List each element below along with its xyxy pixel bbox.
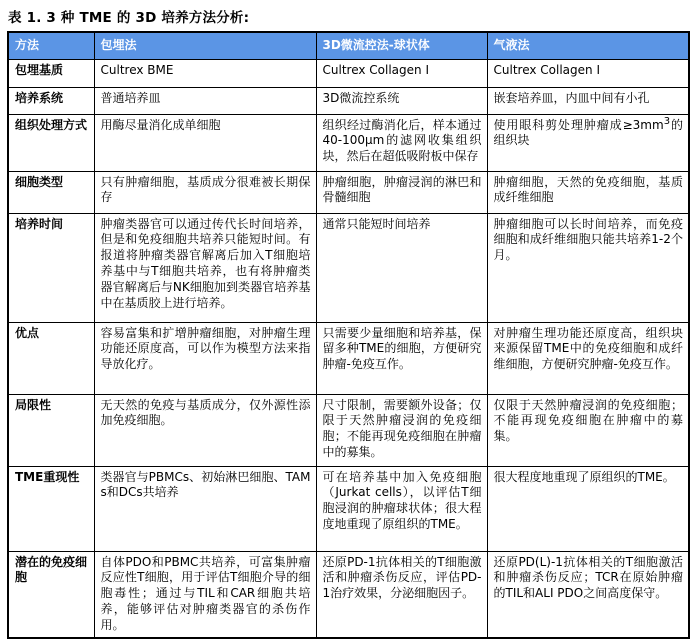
column-header-airliquid: 气液法 [487, 32, 689, 59]
cell-immune-embedding: 自体PDO和PBMC共培养，可富集肿瘤反应性T细胞，用于评估T细胞介导的细胞毒性；通过与TIL和CAR细胞共培养，能够评估对肿瘤类器官的杀伤作用。 [94, 551, 316, 638]
cell-matrix-airliquid: Cultrex Collagen I [487, 59, 689, 87]
cell-system-embedding: 普通培养皿 [94, 87, 316, 114]
cell-culturetime-microfluidic: 通常只能短时间培养 [316, 213, 487, 322]
cell-tme-airliquid: 很大程度地重现了原组织的TME。 [487, 466, 689, 551]
cell-processing-airliquid [487, 114, 689, 171]
cell-system-airliquid: 嵌套培养皿，内皿中间有小孔 [487, 87, 689, 114]
cell-tme-embedding: 类器官与PBMCs、初始淋巴细胞、TAMs和DCs共培养 [94, 466, 316, 551]
table-row [8, 394, 689, 466]
cell-limitations-microfluidic: 尺寸限制，需要额外设备；仅限于天然肿瘤浸润的免疫细胞；不能再现免疫细胞在肿瘤中的募集。 [316, 394, 487, 466]
row-label-matrix: 包埋基质 [8, 59, 94, 87]
column-header-embedding: 包埋法 [94, 32, 316, 59]
table-row [8, 322, 689, 394]
row-label-processing: 组织处理方式 [8, 114, 94, 171]
row-label-system: 培养系统 [8, 87, 94, 114]
row-label-advantages: 优点 [8, 322, 94, 394]
column-header-microfluidic: 3D微流控法-球状体 [316, 32, 487, 59]
cell-advantages-microfluidic: 只需要少量细胞和培养基，保留多种TME的细胞，方便研究肿瘤-免疫互作。 [316, 322, 487, 394]
header-row [8, 32, 689, 59]
cell-processing-embedding: 用酶尽量消化成单细胞 [94, 114, 316, 171]
table-row [8, 466, 689, 551]
cell-culturetime-embedding: 肿瘤类器官可以通过传代长时间培养，但是和免疫细胞共培养只能短时间。有报道将肿瘤类器官解离后加入T细胞培养基中与T细胞共培养，也有将肿瘤类器官解离后与NK细胞加到类器官培养基中在基质胶上进行培养。 [94, 213, 316, 322]
cell-text: 的组织块 [493, 117, 683, 148]
cell-text: 使用眼科剪处理肿瘤成≥3mm [493, 117, 664, 132]
cell-immune-microfluidic: 还原PD-1抗体相关的T细胞激活和肿瘤杀伤反应，评估PD-1治疗效果，分泌细胞因子。 [316, 551, 487, 638]
cell-limitations-embedding: 无天然的免疫与基质成分，仅外源性添加免疫细胞。 [94, 394, 316, 466]
row-label-culturetime: 培养时间 [8, 213, 94, 322]
cell-matrix-embedding: Cultrex BME [94, 59, 316, 87]
cell-immune-airliquid: 还原PD(L)-1抗体相关的T细胞激活和肿瘤杀伤反应；TCR在原始肿瘤的TIL和ALI PDO之间高度保守。 [487, 551, 689, 638]
table-row [8, 213, 689, 322]
tme-comparison-table [7, 31, 690, 639]
cell-limitations-airliquid: 仅限于天然肿瘤浸润的免疫细胞；不能再现免疫细胞在肿瘤中的募集。 [487, 394, 689, 466]
table-row [8, 87, 689, 114]
cell-celltype-embedding: 只有肿瘤细胞，基质成分很难被长期保存 [94, 171, 316, 213]
row-label-immune-potential: 潜在的免疫细胞 [8, 551, 94, 638]
row-label-limitations: 局限性 [8, 394, 94, 466]
row-label-tme-reproducibility: TME重现性 [8, 466, 94, 551]
cell-celltype-airliquid: 肿瘤细胞，天然的免疫细胞，基质成纤维细胞 [487, 171, 689, 213]
cell-culturetime-airliquid: 肿瘤细胞可以长时间培养，而免疫细胞和成纤维细胞只能共培养1-2个月。 [487, 213, 689, 322]
cell-advantages-embedding: 容易富集和扩增肿瘤细胞，对肿瘤生理功能还原度高，可以作为模型方法来指导放化疗。 [94, 322, 316, 394]
table-row [8, 551, 689, 638]
cell-celltype-microfluidic: 肿瘤细胞，肿瘤浸润的淋巴和骨髓细胞 [316, 171, 487, 213]
row-label-celltype: 细胞类型 [8, 171, 94, 213]
table-row [8, 171, 689, 213]
table-row [8, 59, 689, 87]
cell-processing-microfluidic: 组织经过酶消化后，样本通过40-100μm的滤网收集组织块，然后在超低吸附板中保存 [316, 114, 487, 171]
cell-tme-microfluidic: 可在培养基中加入免疫细胞（Jurkat cells），以评估T细胞浸润的肿瘤球状体；很大程度地重现了原组织的TME。 [316, 466, 487, 551]
column-header-method: 方法 [8, 32, 94, 59]
cell-system-microfluidic: 3D微流控系统 [316, 87, 487, 114]
cell-advantages-airliquid: 对肿瘤生理功能还原度高，组织块来源保留TME中的免疫细胞和成纤维细胞，方便研究肿瘤-免疫互作。 [487, 322, 689, 394]
cell-matrix-microfluidic: Cultrex Collagen I [316, 59, 487, 87]
superscript-3: 3 [663, 115, 671, 127]
page-title: 表 1. 3 种 TME 的 3D 培养方法分析: [8, 10, 250, 26]
table-row [8, 114, 689, 171]
